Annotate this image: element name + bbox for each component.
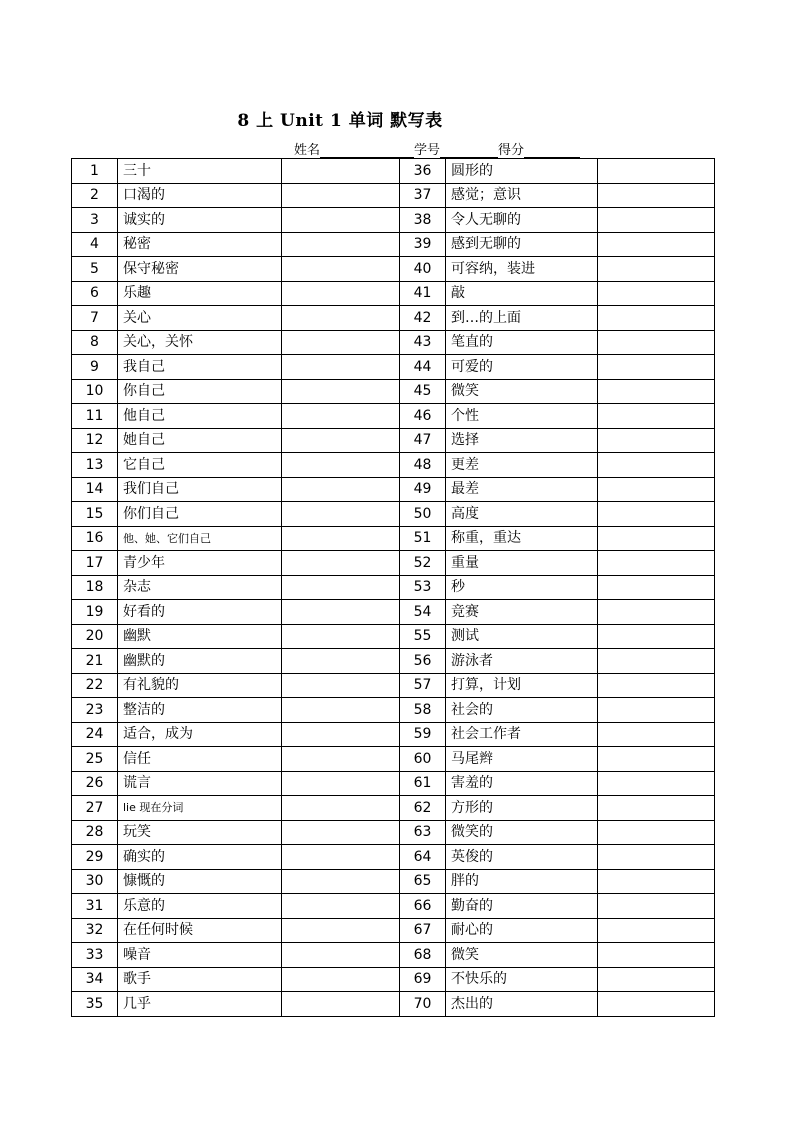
table-row bbox=[72, 722, 715, 747]
item-number-right: 68 bbox=[400, 943, 446, 968]
table-row bbox=[72, 845, 715, 870]
item-number-left: 10 bbox=[72, 379, 118, 404]
table-row bbox=[72, 183, 715, 208]
table-row bbox=[72, 526, 715, 551]
table-row bbox=[72, 673, 715, 698]
answer-cell-left[interactable] bbox=[282, 208, 400, 233]
answer-cell-left[interactable] bbox=[282, 355, 400, 380]
answer-cell-right[interactable] bbox=[598, 330, 715, 355]
item-number-left: 2 bbox=[72, 183, 118, 208]
chinese-word-left: 幽默的 bbox=[118, 649, 282, 674]
item-number-right: 40 bbox=[400, 257, 446, 282]
answer-cell-left[interactable] bbox=[282, 453, 400, 478]
name-label: 姓名 bbox=[294, 143, 321, 158]
answer-cell-right[interactable] bbox=[598, 918, 715, 943]
table-row bbox=[72, 502, 715, 527]
answer-cell-right[interactable] bbox=[598, 698, 715, 723]
answer-cell-right[interactable] bbox=[598, 894, 715, 919]
answer-cell-left[interactable] bbox=[282, 502, 400, 527]
item-number-right: 44 bbox=[400, 355, 446, 380]
chinese-word-right: 圆形的 bbox=[446, 159, 598, 184]
chinese-word-right: 可容纳，装进 bbox=[446, 257, 598, 282]
answer-cell-right[interactable] bbox=[598, 306, 715, 331]
item-number-left: 12 bbox=[72, 428, 118, 453]
item-number-right: 60 bbox=[400, 747, 446, 772]
answer-cell-left[interactable] bbox=[282, 943, 400, 968]
answer-cell-right[interactable] bbox=[598, 355, 715, 380]
answer-cell-right[interactable] bbox=[598, 526, 715, 551]
answer-cell-left[interactable] bbox=[282, 796, 400, 821]
table-row bbox=[72, 257, 715, 282]
table-row bbox=[72, 306, 715, 331]
chinese-word-right: 更差 bbox=[446, 453, 598, 478]
chinese-word-left: 几乎 bbox=[118, 992, 282, 1017]
answer-cell-right[interactable] bbox=[598, 404, 715, 429]
table-row bbox=[72, 820, 715, 845]
answer-cell-left[interactable] bbox=[282, 257, 400, 282]
chinese-word-right: 微笑 bbox=[446, 943, 598, 968]
answer-cell-right[interactable] bbox=[598, 502, 715, 527]
chinese-word-right: 选择 bbox=[446, 428, 598, 453]
chinese-word-left: 我自己 bbox=[118, 355, 282, 380]
chinese-word-right: 英俊的 bbox=[446, 845, 598, 870]
table-row bbox=[72, 894, 715, 919]
name-blank[interactable] bbox=[320, 145, 414, 158]
item-number-left: 5 bbox=[72, 257, 118, 282]
item-number-right: 69 bbox=[400, 967, 446, 992]
answer-cell-right[interactable] bbox=[598, 845, 715, 870]
answer-cell-right[interactable] bbox=[598, 208, 715, 233]
chinese-word-left: 我们自己 bbox=[118, 477, 282, 502]
chinese-word-left: 关心，关怀 bbox=[118, 330, 282, 355]
item-number-right: 66 bbox=[400, 894, 446, 919]
item-number-right: 65 bbox=[400, 869, 446, 894]
chinese-word-left: 他、她、它们自己 bbox=[118, 526, 282, 551]
answer-cell-right[interactable] bbox=[598, 943, 715, 968]
answer-cell-left[interactable] bbox=[282, 306, 400, 331]
chinese-word-right: 测试 bbox=[446, 624, 598, 649]
item-number-left: 9 bbox=[72, 355, 118, 380]
chinese-word-right: 重量 bbox=[446, 551, 598, 576]
answer-cell-left[interactable] bbox=[282, 747, 400, 772]
answer-cell-right[interactable] bbox=[598, 477, 715, 502]
item-number-right: 51 bbox=[400, 526, 446, 551]
item-number-right: 70 bbox=[400, 992, 446, 1017]
chinese-word-left: 保守秘密 bbox=[118, 257, 282, 282]
answer-cell-right[interactable] bbox=[598, 722, 715, 747]
chinese-word-right: 社会工作者 bbox=[446, 722, 598, 747]
table-row bbox=[72, 575, 715, 600]
item-number-right: 62 bbox=[400, 796, 446, 821]
item-number-left: 25 bbox=[72, 747, 118, 772]
item-number-left: 4 bbox=[72, 232, 118, 257]
table-row bbox=[72, 330, 715, 355]
answer-cell-right[interactable] bbox=[598, 281, 715, 306]
chinese-word-left: 诚实的 bbox=[118, 208, 282, 233]
item-number-right: 39 bbox=[400, 232, 446, 257]
chinese-word-left: 她自己 bbox=[118, 428, 282, 453]
answer-cell-left[interactable] bbox=[282, 894, 400, 919]
table-row bbox=[72, 698, 715, 723]
item-number-right: 48 bbox=[400, 453, 446, 478]
table-row bbox=[72, 379, 715, 404]
chinese-word-right: 最差 bbox=[446, 477, 598, 502]
item-number-right: 45 bbox=[400, 379, 446, 404]
table-row bbox=[72, 624, 715, 649]
answer-cell-right[interactable] bbox=[598, 257, 715, 282]
answer-cell-left[interactable] bbox=[282, 624, 400, 649]
dictation-table bbox=[71, 158, 715, 1017]
answer-cell-left[interactable] bbox=[282, 159, 400, 184]
chinese-word-left: 玩笑 bbox=[118, 820, 282, 845]
answer-cell-right[interactable] bbox=[598, 649, 715, 674]
answer-cell-left[interactable] bbox=[282, 673, 400, 698]
chinese-word-left: 杂志 bbox=[118, 575, 282, 600]
table-row bbox=[72, 796, 715, 821]
answer-cell-left[interactable] bbox=[282, 698, 400, 723]
chinese-word-left: 噪音 bbox=[118, 943, 282, 968]
answer-cell-right[interactable] bbox=[598, 796, 715, 821]
answer-cell-right[interactable] bbox=[598, 183, 715, 208]
item-number-right: 37 bbox=[400, 183, 446, 208]
answer-cell-right[interactable] bbox=[598, 453, 715, 478]
item-number-left: 14 bbox=[72, 477, 118, 502]
answer-cell-left[interactable] bbox=[282, 771, 400, 796]
item-number-left: 30 bbox=[72, 869, 118, 894]
table-row bbox=[72, 967, 715, 992]
answer-cell-right[interactable] bbox=[598, 771, 715, 796]
table-row bbox=[72, 943, 715, 968]
chinese-word-left: 乐意的 bbox=[118, 894, 282, 919]
item-number-right: 54 bbox=[400, 600, 446, 625]
table-row bbox=[72, 281, 715, 306]
score-label: 得分 bbox=[498, 143, 525, 158]
chinese-word-left: 它自己 bbox=[118, 453, 282, 478]
table-row bbox=[72, 649, 715, 674]
answer-cell-right[interactable] bbox=[598, 379, 715, 404]
chinese-word-right: 勤奋的 bbox=[446, 894, 598, 919]
chinese-word-left: 乐趣 bbox=[118, 281, 282, 306]
chinese-word-right: 竞赛 bbox=[446, 600, 598, 625]
chinese-word-right: 害羞的 bbox=[446, 771, 598, 796]
item-number-left: 26 bbox=[72, 771, 118, 796]
answer-cell-left[interactable] bbox=[282, 428, 400, 453]
chinese-word-right: 胖的 bbox=[446, 869, 598, 894]
item-number-right: 64 bbox=[400, 845, 446, 870]
item-number-right: 47 bbox=[400, 428, 446, 453]
item-number-right: 41 bbox=[400, 281, 446, 306]
item-number-left: 6 bbox=[72, 281, 118, 306]
answer-cell-right[interactable] bbox=[598, 551, 715, 576]
answer-cell-right[interactable] bbox=[598, 624, 715, 649]
chinese-word-right: 感到无聊的 bbox=[446, 232, 598, 257]
chinese-word-right: 高度 bbox=[446, 502, 598, 527]
table-row bbox=[72, 771, 715, 796]
chinese-word-right: 打算，计划 bbox=[446, 673, 598, 698]
chinese-word-left: 三十 bbox=[118, 159, 282, 184]
answer-cell-left[interactable] bbox=[282, 551, 400, 576]
chinese-word-right: 笔直的 bbox=[446, 330, 598, 355]
chinese-word-left: 谎言 bbox=[118, 771, 282, 796]
answer-cell-right[interactable] bbox=[598, 600, 715, 625]
answer-cell-right[interactable] bbox=[598, 820, 715, 845]
chinese-word-left: 你们自己 bbox=[118, 502, 282, 527]
answer-cell-right[interactable] bbox=[598, 232, 715, 257]
item-number-left: 17 bbox=[72, 551, 118, 576]
chinese-word-right: 方形的 bbox=[446, 796, 598, 821]
table-row bbox=[72, 869, 715, 894]
item-number-right: 36 bbox=[400, 159, 446, 184]
student-id-blank[interactable] bbox=[440, 145, 498, 158]
chinese-word-left: 有礼貌的 bbox=[118, 673, 282, 698]
chinese-word-left: 他自己 bbox=[118, 404, 282, 429]
chinese-word-right: 耐心的 bbox=[446, 918, 598, 943]
answer-cell-left[interactable] bbox=[282, 820, 400, 845]
chinese-word-left: 确实的 bbox=[118, 845, 282, 870]
answer-cell-left[interactable] bbox=[282, 845, 400, 870]
chinese-word-right: 敲 bbox=[446, 281, 598, 306]
item-number-right: 55 bbox=[400, 624, 446, 649]
item-number-right: 46 bbox=[400, 404, 446, 429]
table-row bbox=[72, 600, 715, 625]
chinese-word-right: 微笑 bbox=[446, 379, 598, 404]
item-number-right: 52 bbox=[400, 551, 446, 576]
chinese-word-left: 青少年 bbox=[118, 551, 282, 576]
item-number-left: 7 bbox=[72, 306, 118, 331]
answer-cell-right[interactable] bbox=[598, 967, 715, 992]
item-number-left: 35 bbox=[72, 992, 118, 1017]
answer-cell-left[interactable] bbox=[282, 918, 400, 943]
item-number-right: 49 bbox=[400, 477, 446, 502]
chinese-word-left: 适合，成为 bbox=[118, 722, 282, 747]
chinese-word-left: 歌手 bbox=[118, 967, 282, 992]
item-number-right: 61 bbox=[400, 771, 446, 796]
item-number-left: 1 bbox=[72, 159, 118, 184]
chinese-word-right: 称重，重达 bbox=[446, 526, 598, 551]
item-number-left: 28 bbox=[72, 820, 118, 845]
answer-cell-right[interactable] bbox=[598, 869, 715, 894]
chinese-word-left: 信任 bbox=[118, 747, 282, 772]
answer-cell-left[interactable] bbox=[282, 477, 400, 502]
chinese-word-right: 个性 bbox=[446, 404, 598, 429]
chinese-word-right: 马尾辫 bbox=[446, 747, 598, 772]
chinese-word-left: 好看的 bbox=[118, 600, 282, 625]
item-number-left: 29 bbox=[72, 845, 118, 870]
table-row bbox=[72, 992, 715, 1017]
item-number-left: 16 bbox=[72, 526, 118, 551]
score-blank[interactable] bbox=[524, 145, 580, 158]
chinese-word-right: 社会的 bbox=[446, 698, 598, 723]
answer-cell-left[interactable] bbox=[282, 526, 400, 551]
chinese-word-left: 你自己 bbox=[118, 379, 282, 404]
item-number-left: 31 bbox=[72, 894, 118, 919]
item-number-left: 24 bbox=[72, 722, 118, 747]
chinese-word-left: 关心 bbox=[118, 306, 282, 331]
answer-cell-left[interactable] bbox=[282, 183, 400, 208]
chinese-word-right: 微笑的 bbox=[446, 820, 598, 845]
item-number-right: 43 bbox=[400, 330, 446, 355]
item-number-left: 22 bbox=[72, 673, 118, 698]
answer-cell-left[interactable] bbox=[282, 281, 400, 306]
item-number-left: 20 bbox=[72, 624, 118, 649]
item-number-right: 67 bbox=[400, 918, 446, 943]
answer-cell-left[interactable] bbox=[282, 404, 400, 429]
table-row bbox=[72, 404, 715, 429]
item-number-right: 59 bbox=[400, 722, 446, 747]
chinese-word-right: 秒 bbox=[446, 575, 598, 600]
answer-cell-right[interactable] bbox=[598, 992, 715, 1017]
table-row bbox=[72, 453, 715, 478]
chinese-word-right: 杰出的 bbox=[446, 992, 598, 1017]
item-number-left: 11 bbox=[72, 404, 118, 429]
answer-cell-left[interactable] bbox=[282, 330, 400, 355]
item-number-left: 21 bbox=[72, 649, 118, 674]
item-number-left: 23 bbox=[72, 698, 118, 723]
table-row bbox=[72, 355, 715, 380]
answer-cell-left[interactable] bbox=[282, 649, 400, 674]
chinese-word-left: 整洁的 bbox=[118, 698, 282, 723]
chinese-word-left: 口渴的 bbox=[118, 183, 282, 208]
chinese-word-right: 游泳者 bbox=[446, 649, 598, 674]
answer-cell-right[interactable] bbox=[598, 673, 715, 698]
item-number-left: 27 bbox=[72, 796, 118, 821]
answer-cell-left[interactable] bbox=[282, 379, 400, 404]
student-id-label: 学号 bbox=[414, 143, 441, 158]
item-number-right: 38 bbox=[400, 208, 446, 233]
answer-cell-left[interactable] bbox=[282, 967, 400, 992]
chinese-word-right: 可爱的 bbox=[446, 355, 598, 380]
item-number-right: 53 bbox=[400, 575, 446, 600]
chinese-word-right: 到…的上面 bbox=[446, 306, 598, 331]
answer-cell-right[interactable] bbox=[598, 575, 715, 600]
table-row bbox=[72, 918, 715, 943]
item-number-left: 33 bbox=[72, 943, 118, 968]
item-number-left: 32 bbox=[72, 918, 118, 943]
item-number-right: 56 bbox=[400, 649, 446, 674]
chinese-word-left: 慷慨的 bbox=[118, 869, 282, 894]
chinese-word-right: 令人无聊的 bbox=[446, 208, 598, 233]
answer-cell-left[interactable] bbox=[282, 600, 400, 625]
chinese-word-right: 不快乐的 bbox=[446, 967, 598, 992]
item-number-right: 58 bbox=[400, 698, 446, 723]
item-number-left: 19 bbox=[72, 600, 118, 625]
item-number-right: 50 bbox=[400, 502, 446, 527]
table-row bbox=[72, 428, 715, 453]
item-number-left: 3 bbox=[72, 208, 118, 233]
item-number-left: 15 bbox=[72, 502, 118, 527]
item-number-left: 13 bbox=[72, 453, 118, 478]
table-row bbox=[72, 747, 715, 772]
chinese-word-left: lie 现在分词 bbox=[118, 796, 282, 821]
answer-cell-left[interactable] bbox=[282, 575, 400, 600]
table-row bbox=[72, 159, 715, 184]
answer-cell-left[interactable] bbox=[282, 722, 400, 747]
chinese-word-left: 秘密 bbox=[118, 232, 282, 257]
chinese-word-left: 在任何时候 bbox=[118, 918, 282, 943]
item-number-left: 18 bbox=[72, 575, 118, 600]
item-number-left: 8 bbox=[72, 330, 118, 355]
table-row bbox=[72, 232, 715, 257]
page-title: 8 上 Unit 1 单词 默写表 bbox=[237, 111, 443, 131]
answer-cell-left[interactable] bbox=[282, 992, 400, 1017]
table-row bbox=[72, 208, 715, 233]
answer-cell-right[interactable] bbox=[598, 747, 715, 772]
student-info-line bbox=[294, 139, 580, 158]
item-number-left: 34 bbox=[72, 967, 118, 992]
chinese-word-left: 幽默 bbox=[118, 624, 282, 649]
item-number-right: 42 bbox=[400, 306, 446, 331]
table-row bbox=[72, 551, 715, 576]
item-number-right: 63 bbox=[400, 820, 446, 845]
answer-cell-right[interactable] bbox=[598, 159, 715, 184]
table-row bbox=[72, 477, 715, 502]
answer-cell-left[interactable] bbox=[282, 869, 400, 894]
chinese-word-right: 感觉；意识 bbox=[446, 183, 598, 208]
item-number-right: 57 bbox=[400, 673, 446, 698]
answer-cell-left[interactable] bbox=[282, 232, 400, 257]
answer-cell-right[interactable] bbox=[598, 428, 715, 453]
